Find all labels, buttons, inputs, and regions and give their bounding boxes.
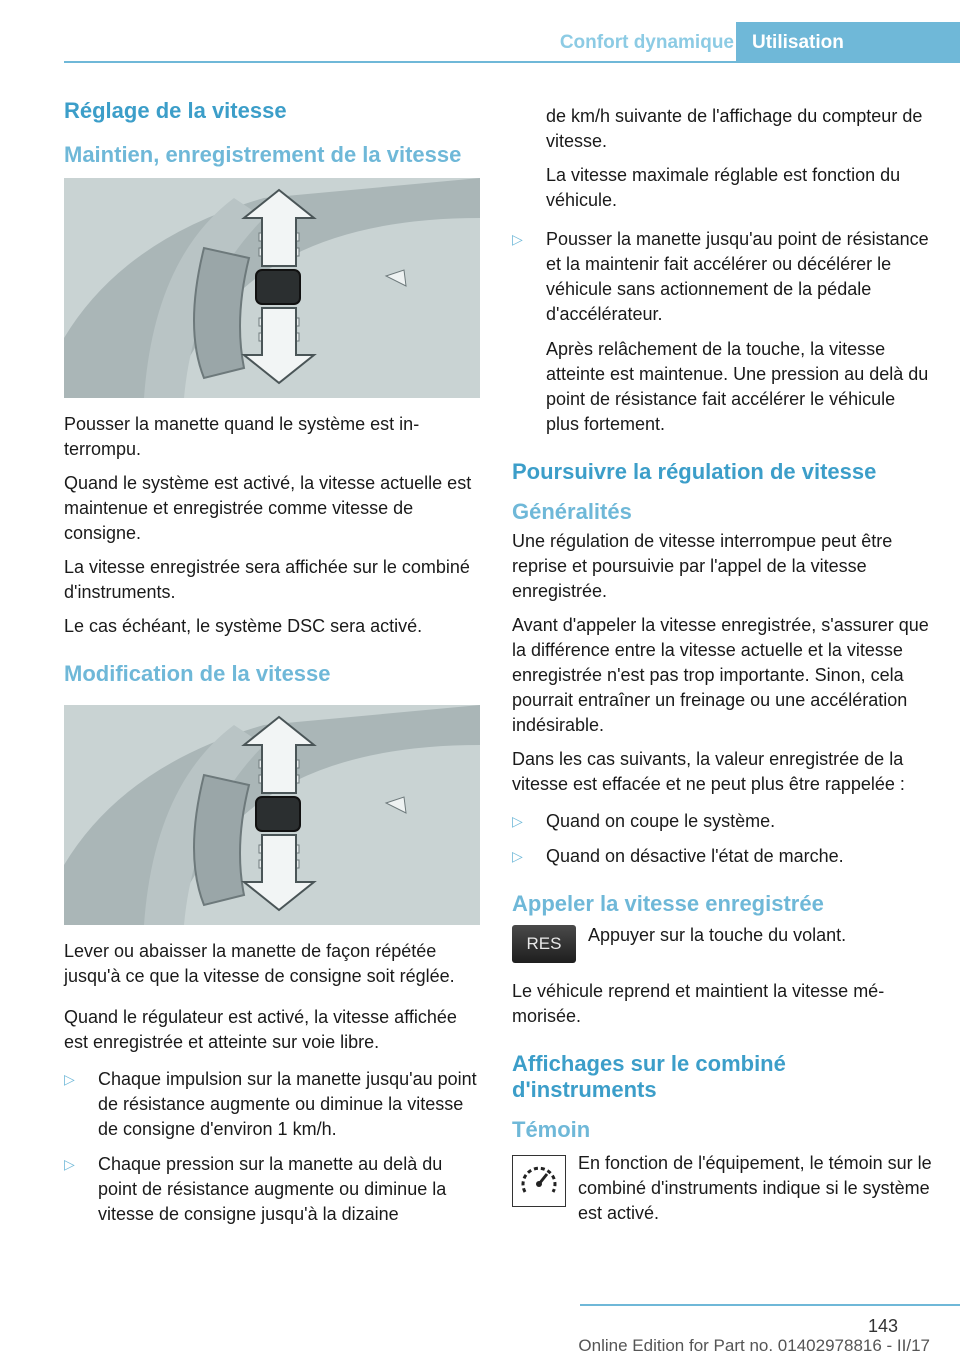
- subsection-heading: Témoin: [512, 1117, 591, 1142]
- list-item: [512, 844, 932, 869]
- right-column: [512, 104, 932, 1241]
- triangle-bullet-icon: ▷: [64, 1071, 75, 1087]
- res-instruction: [512, 923, 932, 969]
- subsection-heading: Appeler la vitesse enregistrée: [512, 891, 824, 916]
- paragraph: de km/h suivante de l'affichage du compteur de vitesse.: [546, 106, 923, 151]
- list-item-text: Chaque pression sur la manette au delà du point de résistance augmente ou diminue la vitesse de consigne jusqu'à la dizaine: [98, 1154, 447, 1224]
- triangle-bullet-icon: ▷: [64, 1156, 75, 1172]
- paragraph: Avant d'appeler la vitesse enregistrée, s'assurer que la différence entre la vitesse actuelle et la vitesse enregistrée n'est pas trop importante. Sinon, cela pourrait entraîner un freinage ou une accélération indésirable.: [512, 615, 929, 735]
- list-item-text: Quand on désactive l'état de marche.: [546, 846, 844, 866]
- list-item-text: Chaque impulsion sur la manette jusqu'au point de résistance augmente ou diminue la vitesse de consigne d'environ 1 km/h.: [98, 1069, 477, 1139]
- section-heading: Réglage de la vitesse: [64, 98, 287, 123]
- paragraph: Après relâchement de la touche, la vitesse atteinte est maintenue. Une pression au delà du point de résistance fait accélérer le véhicule plus fortement.: [546, 339, 929, 434]
- triangle-bullet-icon: ▷: [512, 231, 523, 247]
- paragraph: Pousser la manette quand le système est interrompu.: [64, 414, 420, 459]
- res-button-icon: RES: [512, 925, 576, 963]
- section-heading: Poursuivre la régulation de vitesse: [512, 459, 877, 484]
- list-item-text: Quand on coupe le système.: [546, 811, 776, 831]
- subsection-heading: Généralités: [512, 499, 632, 524]
- footer-rule: [580, 1304, 960, 1306]
- paragraph: Une régulation de vitesse interrompue peut être reprise et poursuivie par l'appel de la vitesse enregistrée.: [512, 531, 893, 601]
- paragraph: Le véhicule reprend et maintient la vitesse mémorisée.: [512, 981, 885, 1026]
- list-item-text: Pousser la manette jusqu'au point de résistance et la maintenir fait accélérer ou décélérer le véhicule sans actionnement de la pédale d'accélérateur.: [546, 229, 929, 324]
- paragraph: La vitesse enregistrée sera affichée sur le combiné d'instruments.: [64, 557, 470, 602]
- paragraph: Le cas échéant, le système DSC sera activé.: [64, 616, 423, 636]
- footer-edition: Online Edition for Part no. 01402978816 - II/17: [578, 1336, 930, 1355]
- paragraph: La vitesse maximale réglable est fonction du véhicule.: [546, 165, 901, 210]
- list-item: [64, 1067, 482, 1142]
- paragraph: En fonction de l'équipement, le témoin sur le combiné d'instruments indique si le système est activé.: [578, 1153, 932, 1223]
- paragraph: Appuyer sur la touche du volant.: [588, 925, 847, 945]
- subsection-heading: Modification de la vitesse: [64, 661, 331, 686]
- header-tab: Utilisation: [736, 22, 960, 62]
- triangle-bullet-icon: ▷: [512, 813, 523, 829]
- list-item: [512, 809, 932, 834]
- speedometer-indicator-icon: [512, 1155, 566, 1207]
- steering-wheel-image: [64, 178, 480, 398]
- paragraph: Quand le régulateur est activé, la vitesse affichée est enregistrée et atteinte sur voie libre.: [64, 1007, 457, 1052]
- list-item: [64, 1152, 482, 1227]
- subsection-heading: Maintien, enregistrement de la vitesse: [64, 142, 462, 167]
- paragraph: Dans les cas suivants, la valeur enregistrée de la vitesse est effacée et ne peut plus être rappelée :: [512, 749, 905, 794]
- indicator-instruction: [512, 1151, 932, 1231]
- section-heading: Affichages sur le combiné d'instruments: [512, 1051, 786, 1102]
- paragraph: Lever ou abaisser la manette de façon répétée jusqu'à ce que la vitesse de consigne soit réglée.: [64, 941, 455, 986]
- header-section: Confort dynamique: [559, 32, 734, 53]
- left-column: [64, 98, 482, 1237]
- paragraph: Quand le système est activé, la vitesse actuelle est maintenue et enregistrée comme vitesse de consigne.: [64, 473, 472, 543]
- steering-wheel-image: [64, 705, 480, 925]
- page-number: 143: [867, 1316, 898, 1336]
- triangle-bullet-icon: ▷: [512, 848, 523, 864]
- list-item: [512, 227, 932, 327]
